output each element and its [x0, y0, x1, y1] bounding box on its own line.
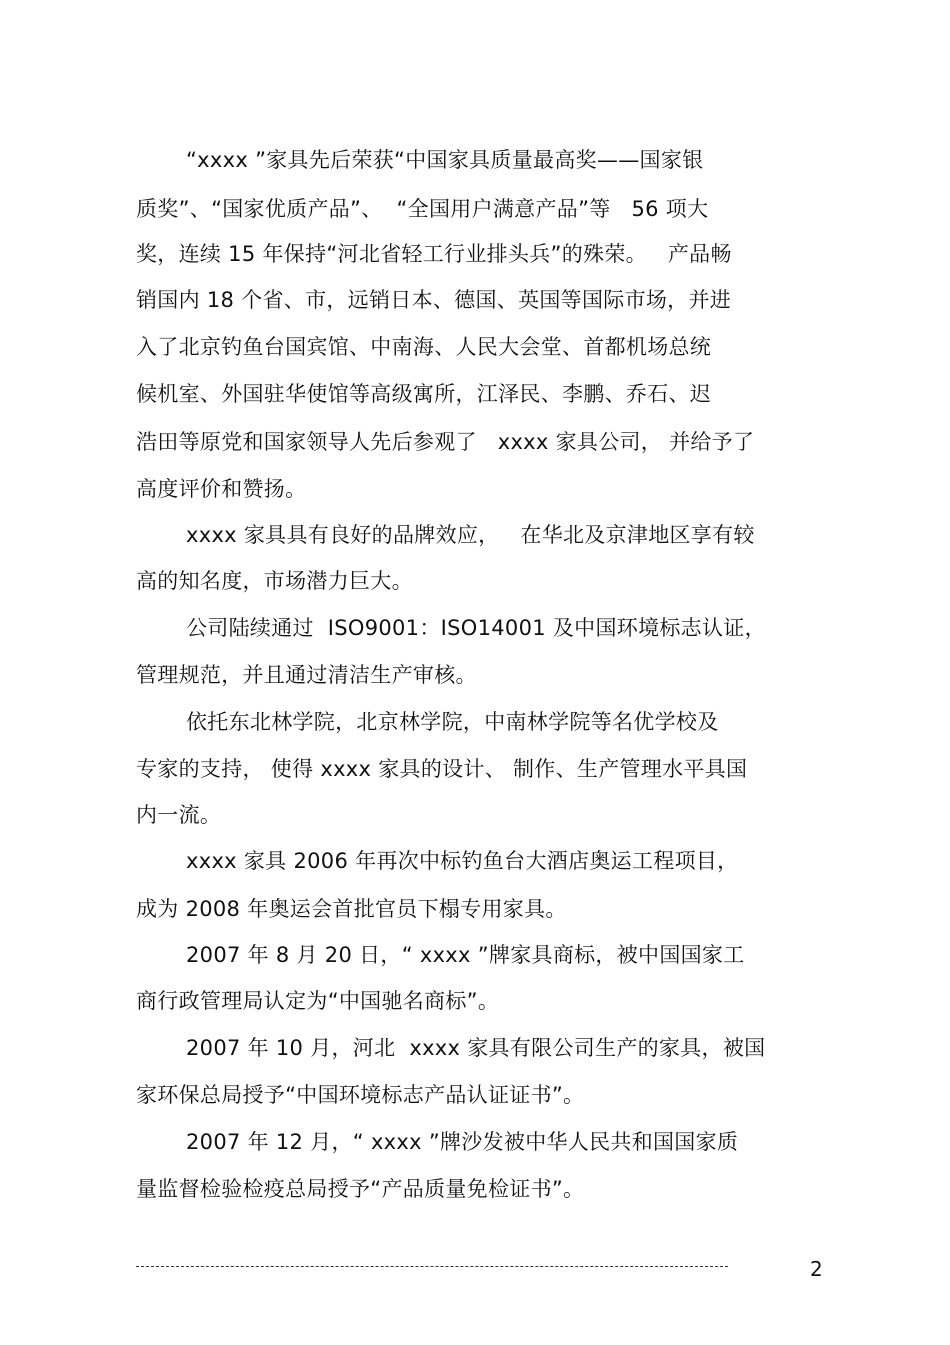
text-line: 管理规范，并且通过清洁生产审核。 [136, 663, 477, 687]
text-line: 质奖”、“国家优质产品”、 “全国用户满意产品”等 56 项大 [136, 197, 709, 221]
text-line: 家环保总局授予“中国环境标志产品认证证书”。 [136, 1083, 585, 1107]
text-line: 公司陆续通过 ISO9001：ISO14001 及中国环境标志认证， [186, 616, 766, 640]
text-line: 2007 年 8 月 20 日，“ xxxx ”牌家具商标，被中国国家工 [186, 943, 745, 967]
text-line: 内一流。 [136, 803, 222, 827]
text-line: 成为 2008 年奥运会首批官员下榻专用家具。 [136, 897, 567, 921]
text-line: 入了北京钓鱼台国宾馆、中南海、人民大会堂、首都机场总统 [136, 335, 712, 359]
text-line: 2007 年 12 月，“ xxxx ”牌沙发被中华人民共和国国家质 [186, 1130, 739, 1154]
text-line: 专家的支持， 使得 xxxx 家具的设计、 制作、生产管理水平具国 [136, 757, 748, 781]
page-number: 2 [810, 1257, 823, 1281]
text-line: 候机室、外国驻华使馆等高级寓所，江泽民、李鹏、乔石、迟 [136, 382, 712, 406]
text-line: 奖，连续 15 年保持“河北省轻工行业排头兵”的殊荣。 产品畅 [136, 242, 732, 266]
text-line: “xxxx ”家具先后荣获“中国家具质量最高奖——国家银 [186, 148, 704, 172]
footer-divider [136, 1266, 728, 1267]
text-line: 商行政管理局认定为“中国驰名商标”。 [136, 989, 500, 1013]
text-line: 依托东北林学院，北京林学院，中南林学院等名优学校及 [186, 710, 719, 734]
text-line: 高度评价和赞扬。 [136, 477, 307, 501]
text-line: 量监督检验检疫总局授予“产品质量免检证书”。 [136, 1177, 585, 1201]
text-line: 销国内 18 个省、市，远销日本、德国、英国等国际市场，并进 [136, 288, 732, 312]
text-line: 2007 年 10 月，河北 xxxx 家具有限公司生产的家具，被国 [186, 1036, 766, 1060]
text-line: 浩田等原党和国家领导人先后参观了 xxxx 家具公司， 并给予了 [136, 430, 755, 454]
text-line: xxxx 家具具有良好的品牌效应， 在华北及京津地区享有较 [186, 523, 755, 547]
text-line: xxxx 家具 2006 年再次中标钓鱼台大酒店奥运工程项目， [186, 849, 739, 873]
text-line: 高的知名度，市场潜力巨大。 [136, 569, 413, 593]
